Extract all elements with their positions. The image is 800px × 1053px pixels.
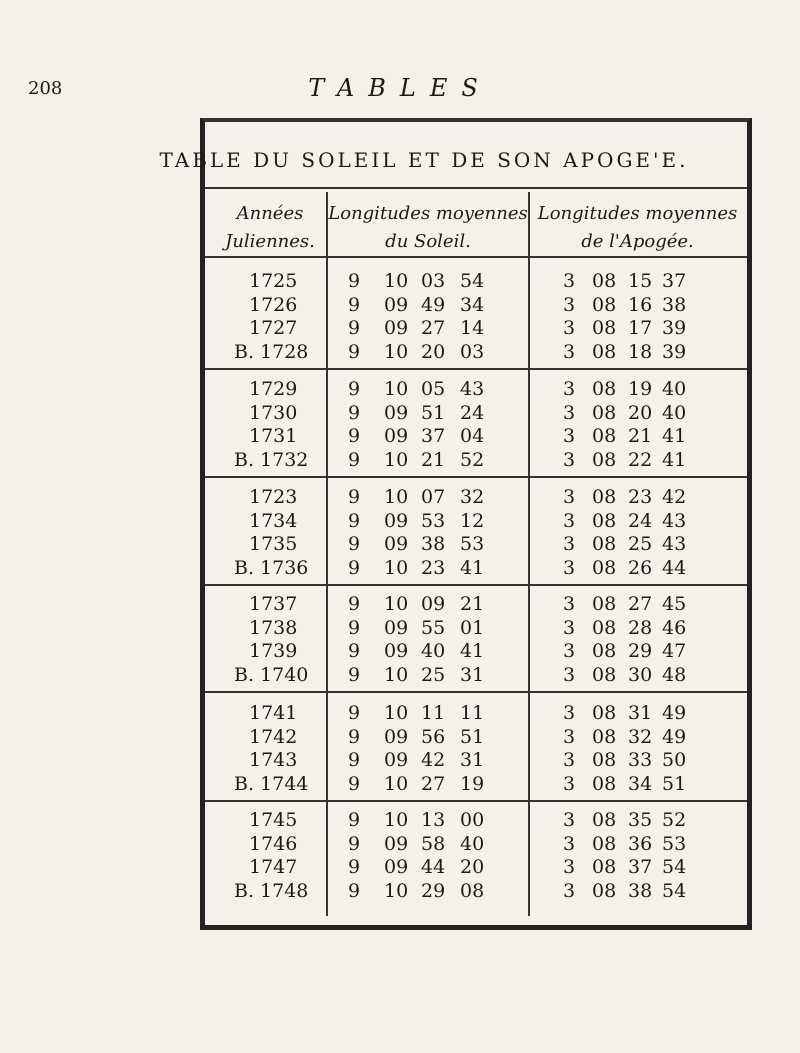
apogee-longitude-cell: 38: [628, 879, 653, 902]
apogee-longitude-cell: 3: [563, 509, 576, 532]
sun-longitude-cell: 51: [460, 725, 485, 748]
table-row: [0, 400, 800, 426]
year-cell: 1747: [249, 856, 298, 878]
sun-longitude-cell: 9: [348, 702, 361, 724]
sun-longitude-cell: 08: [460, 879, 485, 902]
apogee-longitude-cell: 53: [662, 832, 687, 855]
apogee-longitude-cell: 08: [592, 270, 617, 292]
apogee-longitude-cell: 08: [592, 856, 617, 878]
sun-longitude-cell: 11: [421, 702, 446, 724]
sun-longitude-cell: 29: [421, 879, 446, 902]
sun-longitude-cell: 9: [348, 556, 361, 579]
year-cell: 1741: [249, 702, 298, 724]
apogee-longitude-cell: 30: [628, 663, 653, 686]
sun-longitude-cell: 9: [348, 616, 361, 639]
sun-longitude-cell: 9: [348, 425, 361, 447]
sun-longitude-cell: 20: [421, 340, 446, 363]
sun-longitude-cell: 9: [348, 448, 361, 471]
sun-longitude-cell: 03: [460, 340, 485, 363]
header-apogee: [530, 200, 745, 256]
apogee-longitude-cell: 41: [662, 448, 687, 471]
table-row: [0, 531, 800, 557]
sun-longitude-cell: 9: [348, 533, 361, 555]
sun-longitude-cell: 9: [348, 270, 361, 292]
apogee-longitude-cell: 3: [563, 616, 576, 639]
sun-longitude-cell: 32: [460, 486, 485, 508]
apogee-longitude-cell: 08: [592, 509, 617, 532]
table-row: [0, 662, 800, 688]
apogee-longitude-cell: 3: [563, 725, 576, 748]
apogee-longitude-cell: 3: [563, 749, 576, 771]
apogee-longitude-cell: 16: [628, 293, 653, 316]
sun-longitude-cell: 10: [384, 486, 409, 508]
apogee-longitude-cell: 40: [662, 401, 687, 424]
year-cell: 1746: [249, 832, 298, 855]
apogee-longitude-cell: 43: [662, 533, 687, 555]
sun-longitude-cell: 9: [348, 856, 361, 878]
header-sun-line2: du Soleil.: [385, 231, 471, 252]
table-row: [0, 878, 800, 904]
year-cell: 1743: [249, 749, 298, 771]
table-row: [0, 831, 800, 857]
sun-longitude-cell: 10: [384, 702, 409, 724]
sun-longitude-cell: 9: [348, 725, 361, 748]
apogee-longitude-cell: 40: [662, 378, 687, 400]
table-row: [0, 508, 800, 534]
apogee-longitude-cell: 27: [628, 593, 653, 615]
group-rule: [205, 800, 747, 802]
year-cell: 1739: [249, 640, 298, 662]
table-title: TABLE DU SOLEIL ET DE SON APOGE'E.: [159, 148, 689, 172]
apogee-longitude-cell: 08: [592, 749, 617, 771]
sun-longitude-cell: 09: [384, 293, 409, 316]
apogee-longitude-cell: 35: [628, 809, 653, 831]
sun-longitude-cell: 31: [460, 749, 485, 771]
sun-longitude-cell: 10: [384, 879, 409, 902]
header-years-line1: Années: [236, 203, 304, 224]
year-cell: 1735: [249, 533, 298, 555]
apogee-longitude-cell: 28: [628, 616, 653, 639]
apogee-longitude-cell: 08: [592, 616, 617, 639]
sun-longitude-cell: 20: [460, 856, 485, 878]
table-row: [0, 747, 800, 773]
sun-longitude-cell: 04: [460, 425, 485, 447]
apogee-longitude-cell: 34: [628, 772, 653, 795]
year-cell: B. 1728: [234, 340, 309, 363]
apogee-longitude-cell: 42: [662, 486, 687, 508]
table-row: [0, 854, 800, 880]
sun-longitude-cell: 11: [460, 702, 485, 724]
year-cell: 1731: [249, 425, 298, 447]
sun-longitude-cell: 9: [348, 340, 361, 363]
apogee-longitude-cell: 3: [563, 270, 576, 292]
page-number: 208: [28, 78, 63, 99]
table-row: [0, 484, 800, 510]
apogee-longitude-cell: 3: [563, 593, 576, 615]
apogee-longitude-cell: 3: [563, 702, 576, 724]
sun-longitude-cell: 12: [460, 509, 485, 532]
apogee-longitude-cell: 08: [592, 378, 617, 400]
apogee-longitude-cell: 3: [563, 317, 576, 339]
sun-longitude-cell: 31: [460, 663, 485, 686]
sun-longitude-cell: 10: [384, 772, 409, 795]
sun-longitude-cell: 9: [348, 378, 361, 400]
apogee-longitude-cell: 48: [662, 663, 687, 686]
header-apogee-line2: de l'Apogée.: [581, 231, 694, 252]
sun-longitude-cell: 9: [348, 640, 361, 662]
year-cell: B. 1736: [234, 556, 309, 579]
table-row: [0, 724, 800, 750]
apogee-longitude-cell: 45: [662, 593, 687, 615]
group-rule: [205, 691, 747, 693]
sun-longitude-cell: 9: [348, 486, 361, 508]
apogee-longitude-cell: 49: [662, 702, 687, 724]
sun-longitude-cell: 9: [348, 749, 361, 771]
sun-longitude-cell: 10: [384, 663, 409, 686]
sun-longitude-cell: 09: [384, 749, 409, 771]
apogee-longitude-cell: 54: [662, 879, 687, 902]
apogee-longitude-cell: 08: [592, 809, 617, 831]
header-rule: [205, 256, 747, 258]
table-row: [0, 771, 800, 797]
sun-longitude-cell: 19: [460, 772, 485, 795]
sun-longitude-cell: 9: [348, 663, 361, 686]
sun-longitude-cell: 51: [421, 401, 446, 424]
apogee-longitude-cell: 18: [628, 340, 653, 363]
sun-longitude-cell: 43: [460, 378, 485, 400]
apogee-longitude-cell: 08: [592, 725, 617, 748]
header-years-line2: Juliennes.: [225, 231, 315, 252]
apogee-longitude-cell: 3: [563, 879, 576, 902]
apogee-longitude-cell: 38: [662, 293, 687, 316]
apogee-longitude-cell: 3: [563, 401, 576, 424]
sun-longitude-cell: 10: [384, 809, 409, 831]
year-cell: 1727: [249, 317, 298, 339]
sun-longitude-cell: 13: [421, 809, 446, 831]
group-rule: [205, 476, 747, 478]
year-cell: 1730: [249, 401, 298, 424]
year-cell: B. 1744: [234, 772, 309, 795]
apogee-longitude-cell: 08: [592, 593, 617, 615]
apogee-longitude-cell: 08: [592, 486, 617, 508]
apogee-longitude-cell: 36: [628, 832, 653, 855]
sun-longitude-cell: 41: [460, 640, 485, 662]
year-cell: 1725: [249, 270, 298, 292]
apogee-longitude-cell: 24: [628, 509, 653, 532]
sun-longitude-cell: 09: [384, 856, 409, 878]
apogee-longitude-cell: 47: [662, 640, 687, 662]
apogee-longitude-cell: 08: [592, 832, 617, 855]
sun-longitude-cell: 41: [460, 556, 485, 579]
table-row: [0, 376, 800, 402]
sun-longitude-cell: 9: [348, 317, 361, 339]
sun-longitude-cell: 24: [460, 401, 485, 424]
sun-longitude-cell: 09: [384, 317, 409, 339]
title-rule: [205, 187, 747, 189]
apogee-longitude-cell: 3: [563, 533, 576, 555]
table-row: [0, 700, 800, 726]
sun-longitude-cell: 21: [421, 448, 446, 471]
sun-longitude-cell: 9: [348, 593, 361, 615]
sun-longitude-cell: 58: [421, 832, 446, 855]
sun-longitude-cell: 23: [421, 556, 446, 579]
apogee-longitude-cell: 3: [563, 832, 576, 855]
year-cell: 1737: [249, 593, 298, 615]
sun-longitude-cell: 09: [384, 640, 409, 662]
sun-longitude-cell: 52: [460, 448, 485, 471]
apogee-longitude-cell: 3: [563, 486, 576, 508]
apogee-longitude-cell: 3: [563, 425, 576, 447]
year-cell: 1734: [249, 509, 298, 532]
apogee-longitude-cell: 08: [592, 448, 617, 471]
sun-longitude-cell: 55: [421, 616, 446, 639]
sun-longitude-cell: 9: [348, 832, 361, 855]
sun-longitude-cell: 9: [348, 293, 361, 316]
apogee-longitude-cell: 08: [592, 425, 617, 447]
apogee-longitude-cell: 26: [628, 556, 653, 579]
sun-longitude-cell: 40: [460, 832, 485, 855]
sun-longitude-cell: 07: [421, 486, 446, 508]
apogee-longitude-cell: 08: [592, 317, 617, 339]
apogee-longitude-cell: 41: [662, 425, 687, 447]
sun-longitude-cell: 09: [421, 593, 446, 615]
sun-longitude-cell: 21: [460, 593, 485, 615]
header-sun: [328, 200, 528, 256]
year-cell: 1745: [249, 809, 298, 831]
apogee-longitude-cell: 08: [592, 640, 617, 662]
apogee-longitude-cell: 37: [662, 270, 687, 292]
table-row: [0, 447, 800, 473]
apogee-longitude-cell: 50: [662, 749, 687, 771]
apogee-longitude-cell: 39: [662, 317, 687, 339]
year-cell: B. 1748: [234, 879, 309, 902]
year-cell: 1726: [249, 293, 298, 316]
apogee-longitude-cell: 33: [628, 749, 653, 771]
apogee-longitude-cell: 3: [563, 556, 576, 579]
apogee-longitude-cell: 31: [628, 702, 653, 724]
year-cell: 1723: [249, 486, 298, 508]
apogee-longitude-cell: 3: [563, 640, 576, 662]
apogee-longitude-cell: 37: [628, 856, 653, 878]
header-years: [215, 200, 325, 256]
apogee-longitude-cell: 44: [662, 556, 687, 579]
apogee-longitude-cell: 54: [662, 856, 687, 878]
sun-longitude-cell: 38: [421, 533, 446, 555]
apogee-longitude-cell: 15: [628, 270, 653, 292]
table-row: [0, 339, 800, 365]
sun-longitude-cell: 01: [460, 616, 485, 639]
sun-longitude-cell: 27: [421, 317, 446, 339]
apogee-longitude-cell: 3: [563, 663, 576, 686]
apogee-longitude-cell: 29: [628, 640, 653, 662]
apogee-longitude-cell: 08: [592, 663, 617, 686]
apogee-longitude-cell: 3: [563, 448, 576, 471]
sun-longitude-cell: 10: [384, 593, 409, 615]
sun-longitude-cell: 54: [460, 270, 485, 292]
apogee-longitude-cell: 23: [628, 486, 653, 508]
apogee-longitude-cell: 19: [628, 378, 653, 400]
sun-longitude-cell: 10: [384, 556, 409, 579]
sun-longitude-cell: 25: [421, 663, 446, 686]
apogee-longitude-cell: 3: [563, 378, 576, 400]
sun-longitude-cell: 09: [384, 616, 409, 639]
sun-longitude-cell: 42: [421, 749, 446, 771]
apogee-longitude-cell: 08: [592, 879, 617, 902]
apogee-longitude-cell: 46: [662, 616, 687, 639]
year-cell: 1742: [249, 725, 298, 748]
table-row: [0, 638, 800, 664]
sun-longitude-cell: 00: [460, 809, 485, 831]
apogee-longitude-cell: 49: [662, 725, 687, 748]
sun-longitude-cell: 09: [384, 425, 409, 447]
table-row: [0, 292, 800, 318]
sun-longitude-cell: 10: [384, 340, 409, 363]
apogee-longitude-cell: 08: [592, 293, 617, 316]
apogee-longitude-cell: 21: [628, 425, 653, 447]
table-row: [0, 555, 800, 581]
sun-longitude-cell: 40: [421, 640, 446, 662]
table-row: [0, 315, 800, 341]
apogee-longitude-cell: 51: [662, 772, 687, 795]
sun-longitude-cell: 27: [421, 772, 446, 795]
sun-longitude-cell: 09: [384, 509, 409, 532]
apogee-longitude-cell: 22: [628, 448, 653, 471]
year-cell: 1738: [249, 616, 298, 639]
sun-longitude-cell: 53: [421, 509, 446, 532]
apogee-longitude-cell: 3: [563, 293, 576, 316]
sun-longitude-cell: 53: [460, 533, 485, 555]
table-row: [0, 591, 800, 617]
apogee-longitude-cell: 3: [563, 772, 576, 795]
apogee-longitude-cell: 3: [563, 856, 576, 878]
apogee-longitude-cell: 43: [662, 509, 687, 532]
header-sun-line1: Longitudes moyennes: [328, 203, 528, 224]
apogee-longitude-cell: 17: [628, 317, 653, 339]
sun-longitude-cell: 49: [421, 293, 446, 316]
sun-longitude-cell: 10: [384, 378, 409, 400]
sun-longitude-cell: 09: [384, 533, 409, 555]
apogee-longitude-cell: 20: [628, 401, 653, 424]
apogee-longitude-cell: 08: [592, 533, 617, 555]
apogee-longitude-cell: 08: [592, 772, 617, 795]
sun-longitude-cell: 9: [348, 401, 361, 424]
table-row: [0, 268, 800, 294]
apogee-longitude-cell: 25: [628, 533, 653, 555]
sun-longitude-cell: 44: [421, 856, 446, 878]
apogee-longitude-cell: 08: [592, 702, 617, 724]
sun-longitude-cell: 9: [348, 809, 361, 831]
apogee-longitude-cell: 08: [592, 401, 617, 424]
sun-longitude-cell: 34: [460, 293, 485, 316]
sun-longitude-cell: 09: [384, 401, 409, 424]
apogee-longitude-cell: 32: [628, 725, 653, 748]
apogee-longitude-cell: 52: [662, 809, 687, 831]
year-cell: 1729: [249, 378, 298, 400]
sun-longitude-cell: 56: [421, 725, 446, 748]
year-cell: B. 1732: [234, 448, 309, 471]
running-head: TABLES: [308, 74, 492, 102]
header-apogee-line1: Longitudes moyennes: [537, 203, 738, 224]
table-row: [0, 615, 800, 641]
apogee-longitude-cell: 08: [592, 556, 617, 579]
group-rule: [205, 584, 747, 586]
sun-longitude-cell: 9: [348, 509, 361, 532]
sun-longitude-cell: 05: [421, 378, 446, 400]
group-rule: [205, 368, 747, 370]
apogee-longitude-cell: 3: [563, 340, 576, 363]
sun-longitude-cell: 10: [384, 448, 409, 471]
table-row: [0, 807, 800, 833]
table-row: [0, 423, 800, 449]
sun-longitude-cell: 09: [384, 725, 409, 748]
year-cell: B. 1740: [234, 663, 309, 686]
sun-longitude-cell: 14: [460, 317, 485, 339]
apogee-longitude-cell: 08: [592, 340, 617, 363]
sun-longitude-cell: 09: [384, 832, 409, 855]
sun-longitude-cell: 9: [348, 879, 361, 902]
apogee-longitude-cell: 39: [662, 340, 687, 363]
sun-longitude-cell: 03: [421, 270, 446, 292]
sun-longitude-cell: 9: [348, 772, 361, 795]
sun-longitude-cell: 37: [421, 425, 446, 447]
sun-longitude-cell: 10: [384, 270, 409, 292]
apogee-longitude-cell: 3: [563, 809, 576, 831]
